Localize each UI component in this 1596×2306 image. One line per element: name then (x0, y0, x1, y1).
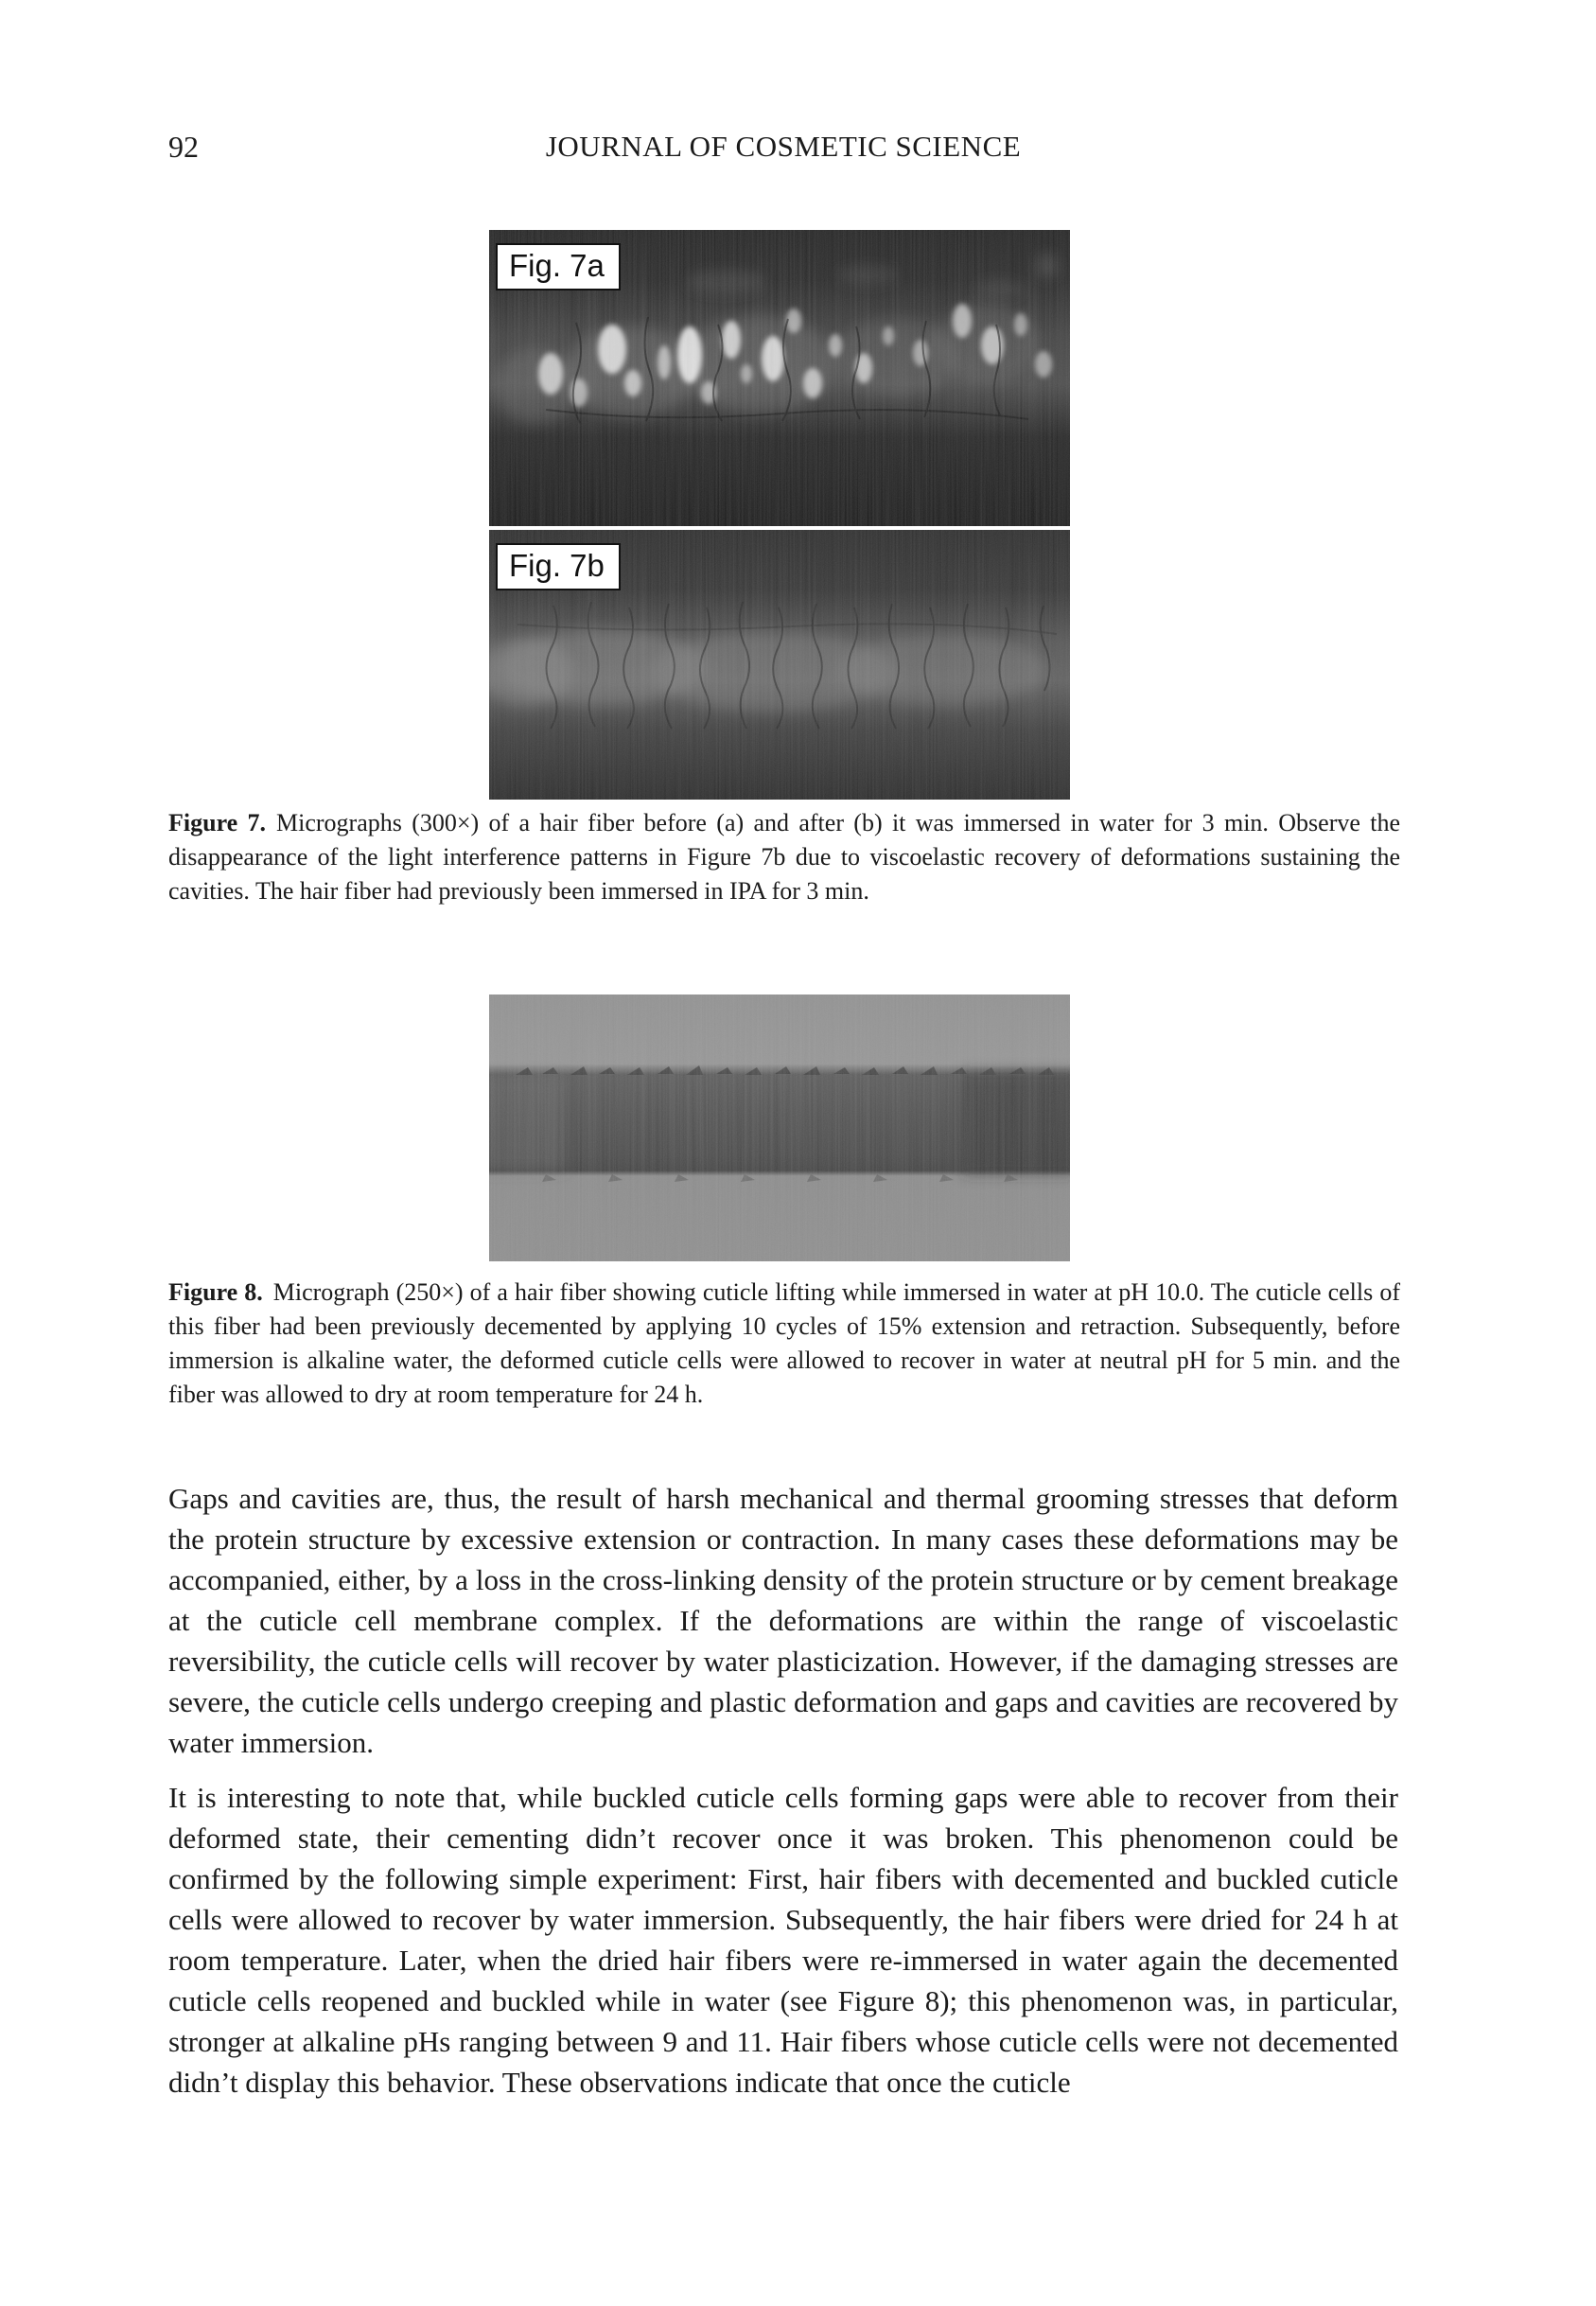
fig7b-micrograph (489, 530, 1070, 800)
journal-title: JOURNAL OF COSMETIC SCIENCE (545, 130, 1022, 163)
page-number: 92 (168, 130, 199, 164)
body-paragraph-1: Gaps and cavities are, thus, the result of harsh mechanical and thermal grooming stresses that deform the protein structure by excessive extension or contraction. In many cases these deformations may be accompanied, either, by a loss in the cross-linking density of the protein structure or by cement breakage at the cuticle cell membrane complex. If the deformations are within the range of viscoelastic reversibility, the cuticle cells will recover by water plasticization. However, if the damaging stresses are severe, the cuticle cells undergo creeping and plastic deformation and gaps and cavities are recovered by water immersion. (168, 1482, 1398, 1759)
body-text (168, 1478, 1398, 2103)
body-paragraph-2: It is interesting to note that, while buckled cuticle cells forming gaps were able to recover from their deformed state, their cementing didn’t recover once it was broken. This phenomenon could be confirmed by the following simple experiment: First, hair fibers with decemented and buckled cuticle cells were allowed to recover by water immersion. Subsequently, the hair fibers were dried for 24 h at room temperature. Later, when the dried hair fibers were re-immersed in water again the decemented cuticle cells reopened and buckled while in water (see Figure 8); this phenomenon was, in particular, stronger at alkaline pHs ranging between 9 and 11. Hair fibers whose cuticle cells were not decemented didn’t display this behavior. These observations indicate that once the cuticle (168, 1781, 1398, 2099)
figure7-image-block (489, 230, 1070, 800)
figure8-caption-text: Micrograph (250×) of a hair fiber showing cuticle lifting while immersed in water at pH 10.0. The cuticle cells of this fiber had been previously decemented by applying 10 cycles of 15% extension and retraction. Subsequently, before immersion is alkaline water, the deformed cuticle cells were allowed to recover in water at neutral pH for 5 min. and the fiber was allowed to dry at room temperature for 24 h. (168, 1278, 1400, 1408)
figure7-caption-lead: Figure 7. (168, 809, 267, 836)
fig7b-label: Fig. 7b (496, 543, 621, 590)
figure8-caption (168, 1276, 1400, 1412)
figure8-micrograph (489, 995, 1070, 1261)
figure7-caption (168, 806, 1400, 908)
fig7a-label: Fig. 7a (496, 243, 621, 290)
fig7a-micrograph (489, 230, 1070, 526)
figure7-caption-text: Micrographs (300×) of a hair fiber before (a) and after (b) it was immersed in water for 3 min. Observe the disappearance of the light interference patterns in Figure 7b due to viscoelastic recovery of deformations sustaining the cavities. The hair fiber had previously been immersed in IPA for 3 min. (168, 809, 1400, 905)
figure8-caption-lead: Figure 8. (168, 1278, 263, 1306)
